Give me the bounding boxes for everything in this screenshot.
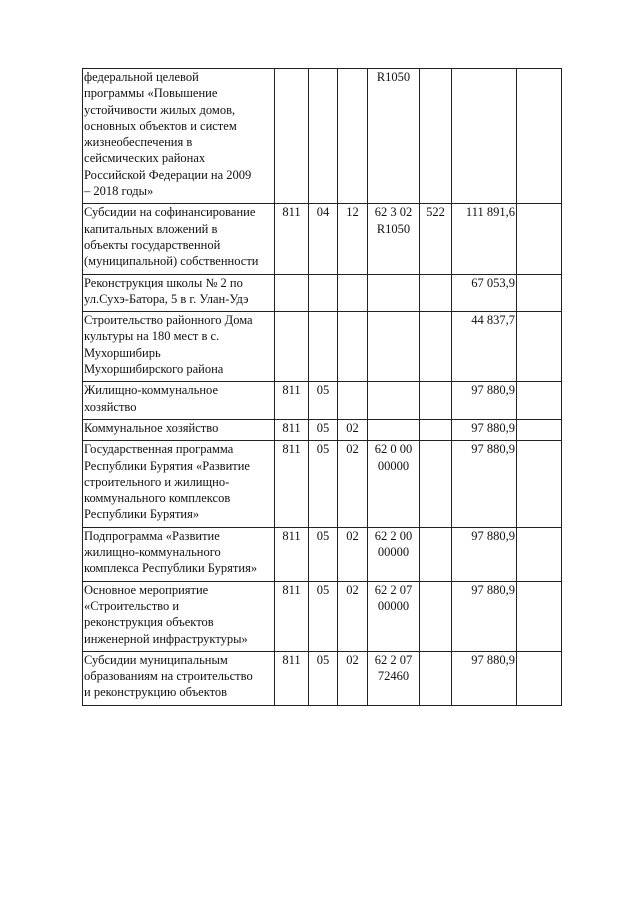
empty-cell <box>517 651 562 705</box>
expense-type-code <box>420 274 452 312</box>
amount: 97 880,9 <box>452 581 517 651</box>
subsection-code: 02 <box>338 651 368 705</box>
subsection-code: 12 <box>338 204 368 274</box>
subsection-code <box>338 382 368 420</box>
row-name: Подпрограмма «Развитие жилищно-коммунального комплекса Республики Бурятия» <box>84 528 258 576</box>
ved-code <box>275 274 309 312</box>
row-name-cell <box>83 69 275 204</box>
expense-type-code <box>420 441 452 527</box>
target-article-code <box>368 651 420 705</box>
empty-cell <box>517 419 562 440</box>
expense-type-code: 522 <box>420 204 452 274</box>
empty-cell <box>517 581 562 651</box>
subsection-code: 02 <box>338 581 368 651</box>
row-name-cell <box>83 312 275 382</box>
expense-type-code <box>420 581 452 651</box>
section-code: 05 <box>309 382 338 420</box>
empty-cell <box>517 527 562 581</box>
empty-cell <box>517 382 562 420</box>
amount: 97 880,9 <box>452 441 517 527</box>
target-article-code-part: 62 0 00 <box>374 442 413 457</box>
row-name-cell <box>83 527 275 581</box>
subsection-code <box>338 312 368 382</box>
section-code: 05 <box>309 651 338 705</box>
section-code: 05 <box>309 527 338 581</box>
row-name-cell <box>83 441 275 527</box>
row-name: Жилищно-коммунальное хозяйство <box>84 383 218 414</box>
row-name-cell <box>83 274 275 312</box>
amount: 67 053,9 <box>452 274 517 312</box>
amount: 97 880,9 <box>452 419 517 440</box>
target-article-code <box>368 441 420 527</box>
expense-type-code <box>420 419 452 440</box>
expense-type-code <box>420 382 452 420</box>
target-article-code-part: 62 3 02 <box>374 205 413 220</box>
ved-code: 811 <box>275 204 309 274</box>
target-article-code-part: 00000 <box>377 458 410 473</box>
expense-type-code <box>420 527 452 581</box>
row-name-cell <box>83 581 275 651</box>
row-name-cell <box>83 204 275 274</box>
row-name-cell <box>83 651 275 705</box>
empty-cell <box>517 274 562 312</box>
target-article-code-part: 00000 <box>377 545 410 560</box>
row-name: Коммунальное хозяйство <box>84 420 219 435</box>
empty-cell <box>517 204 562 274</box>
ved-code: 811 <box>275 581 309 651</box>
target-article-code-part: 00000 <box>377 598 410 613</box>
target-article-code <box>368 419 420 440</box>
table-row <box>83 651 562 705</box>
subsection-code <box>338 274 368 312</box>
row-name-cell <box>83 419 275 440</box>
table-row <box>83 382 562 420</box>
amount <box>452 69 517 204</box>
table-row <box>83 527 562 581</box>
row-name-cell <box>83 382 275 420</box>
target-article-code-part: 62 2 07 <box>374 582 413 597</box>
budget-table <box>82 68 562 706</box>
target-article-code-part: 62 2 07 <box>374 652 413 667</box>
empty-cell <box>517 312 562 382</box>
expense-type-code <box>420 312 452 382</box>
section-code: 05 <box>309 581 338 651</box>
target-article-code-part: 72460 <box>377 669 410 684</box>
empty-cell <box>517 441 562 527</box>
row-name: Строительство районного Дома культуры на 180 мест в с. Мухоршибирь Мухоршибирского района <box>84 313 253 377</box>
target-article-code <box>368 581 420 651</box>
expense-type-code <box>420 69 452 204</box>
amount: 97 880,9 <box>452 651 517 705</box>
amount: 97 880,9 <box>452 382 517 420</box>
target-article-code <box>368 382 420 420</box>
table-row <box>83 274 562 312</box>
ved-code: 811 <box>275 441 309 527</box>
row-name: Субсидии муниципальным образованиям на строительство и реконструкцию объектов <box>84 652 253 700</box>
target-article-code-part: R1050 <box>376 221 411 236</box>
row-name: федеральной целевой программы «Повышение устойчивости жилых домов, основных объектов и систем жизнеобеспечения в сейсмических районах Российской Федерации на 2009 – 2018 годы» <box>84 70 252 199</box>
ved-code <box>275 69 309 204</box>
amount: 111 891,6 <box>452 204 517 274</box>
row-name: Основное мероприятие «Строительство и реконструкция объектов инженерной инфраструктуры» <box>84 582 248 646</box>
subsection-code: 02 <box>338 527 368 581</box>
subsection-code: 02 <box>338 419 368 440</box>
empty-cell <box>517 69 562 204</box>
table-row <box>83 441 562 527</box>
section-code <box>309 274 338 312</box>
table-row <box>83 69 562 204</box>
subsection-code: 02 <box>338 441 368 527</box>
target-article-code <box>368 527 420 581</box>
amount: 44 837,7 <box>452 312 517 382</box>
target-article-code <box>368 274 420 312</box>
ved-code <box>275 312 309 382</box>
expense-type-code <box>420 651 452 705</box>
table-row <box>83 204 562 274</box>
ved-code: 811 <box>275 527 309 581</box>
target-article-code <box>368 69 420 204</box>
table-body <box>83 69 562 706</box>
row-name: Государственная программа Республики Бурятия «Развитие строительного и жилищно- коммунального комплексов Республики Бурятия» <box>84 442 250 522</box>
target-article-code <box>368 204 420 274</box>
table-row <box>83 581 562 651</box>
subsection-code <box>338 69 368 204</box>
target-article-code-part: 62 2 00 <box>374 528 413 543</box>
amount: 97 880,9 <box>452 527 517 581</box>
section-code: 04 <box>309 204 338 274</box>
ved-code: 811 <box>275 651 309 705</box>
row-name: Субсидии на софинансирование капитальных вложений в объекты государственной (муниципальной) собственности <box>84 205 259 269</box>
ved-code: 811 <box>275 419 309 440</box>
ved-code: 811 <box>275 382 309 420</box>
table-row <box>83 419 562 440</box>
section-code <box>309 312 338 382</box>
target-article-code-part: R1050 <box>376 70 411 84</box>
row-name: Реконструкция школы № 2 по ул.Сухэ-Батора, 5 в г. Улан-Удэ <box>84 275 249 306</box>
table-row <box>83 312 562 382</box>
section-code: 05 <box>309 441 338 527</box>
target-article-code <box>368 312 420 382</box>
section-code: 05 <box>309 419 338 440</box>
section-code <box>309 69 338 204</box>
